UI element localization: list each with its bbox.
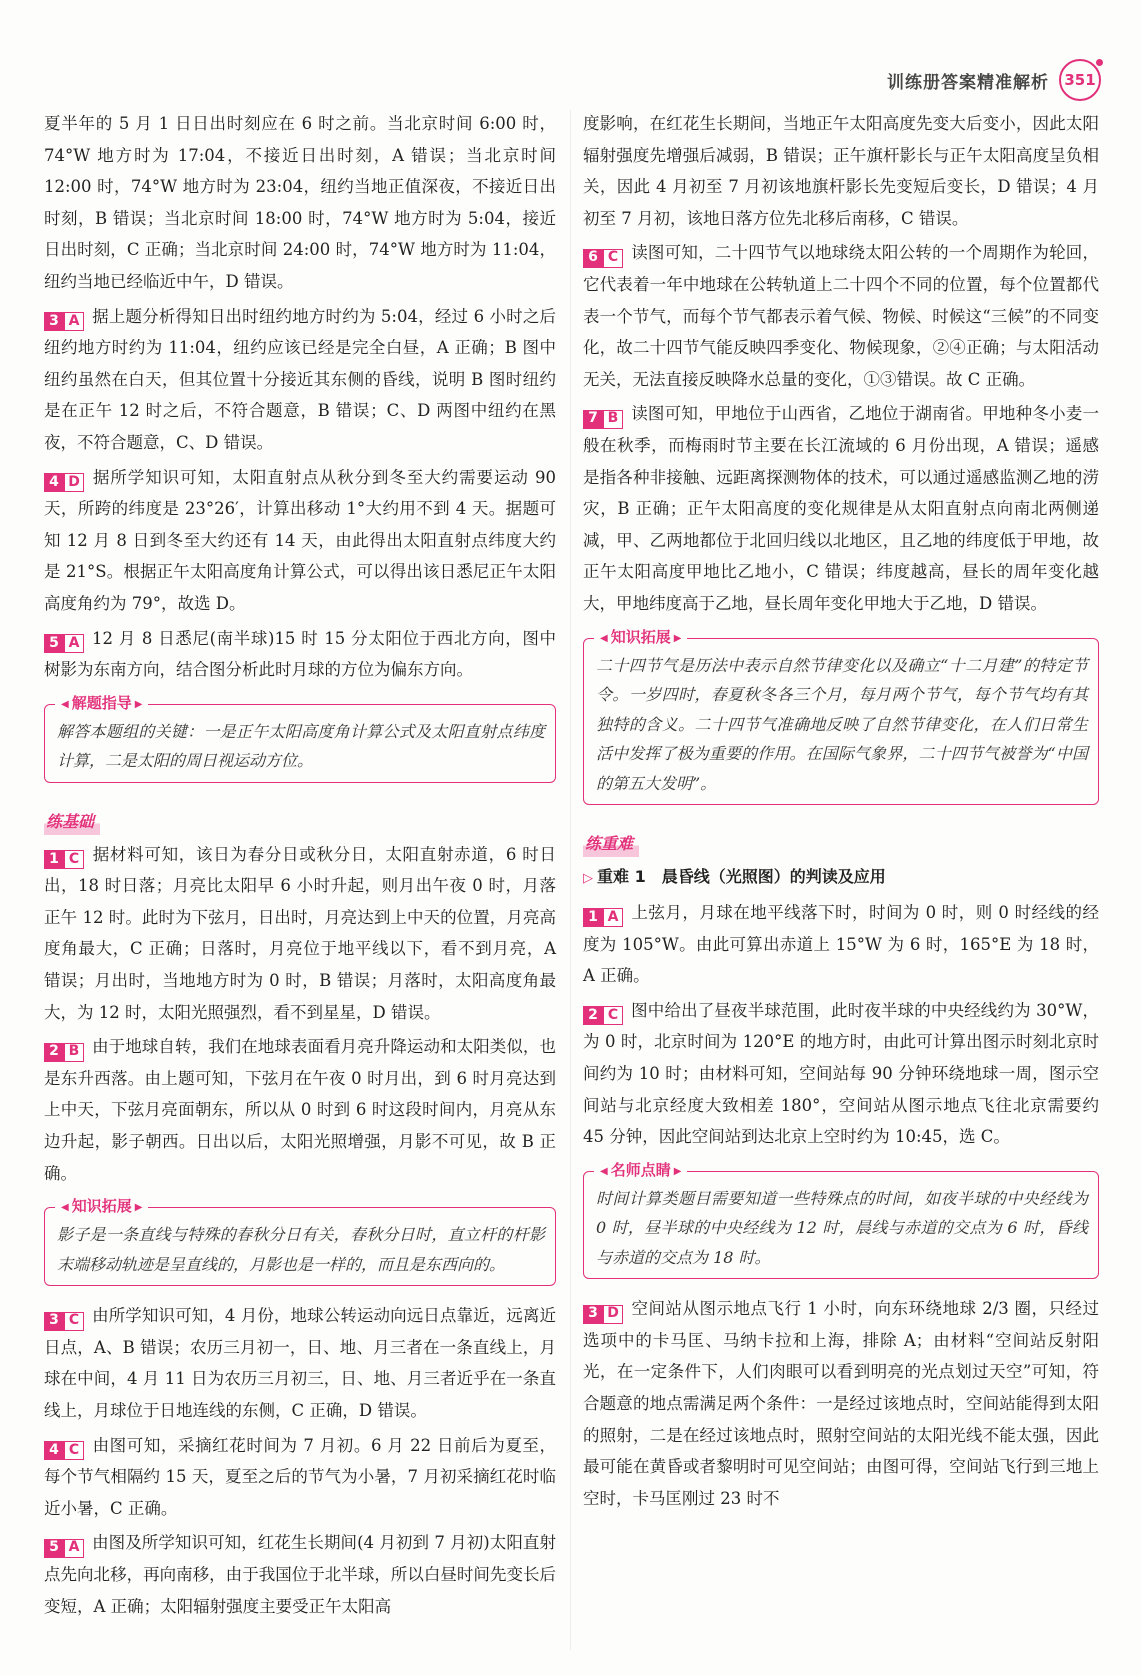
- answer-tag: 2 B: [44, 1043, 84, 1062]
- answer-item: 4 C 由图可知，采摘红花时间为 7 月初。6 月 22 日前后为夏至，每个节气相隔约 15 天，夏至之后的节气为小暑，7 月初采摘红花时临近小暑，C 正确。: [44, 1435, 556, 1518]
- answer-tag: 7 B: [583, 410, 623, 429]
- knowledge-box: [583, 627, 1099, 806]
- knowledge-box-text: 二十四节气是历法中表示自然节律变化以及确立“十二月建”的特定节令。一岁四时，春夏秋冬各三个月，每月两个节气，每个节气均有其独特的含义。二十四节气准确地反映了自然节律变化，在人们日常生活中发挥了极为重要的作用。在国际气象界，二十四节气被誉为“中国的第五大发明”。: [596, 655, 1088, 793]
- paragraph-continued: 度影响，在红花生长期间，当地正午太阳高度先变大后变小，因此太阳辐射强度先增强后减弱，B 错误；正午旗杆影长与正午太阳高度呈负相关，因此 4 月初至 7 月初该地旗杆影长先变短后变长，D 错误；4 月初至 7 月初，该地日落方位先北移后南移，C 错误。: [583, 114, 1099, 228]
- answer-tag: 5 A: [44, 1539, 84, 1558]
- tip-box-title: ◀ 解题指导 ▶: [55, 691, 148, 717]
- answer-tag: 4 C: [44, 1441, 84, 1460]
- right-column: [583, 108, 1099, 1517]
- answer-tag: 4 D: [44, 473, 84, 492]
- knowledge-box-title: ◀ 知识拓展 ▶: [55, 1194, 148, 1220]
- section-heading: 练基础: [44, 809, 100, 835]
- triangle-icon: ▷: [583, 871, 593, 886]
- answer-item: 1 C 据材料可知，该日为春分日或秋分日，太阳直射赤道，6 时日出，18 时日落；月亮比太阳早 6 小时升起，则月出午夜 0 时，月落正午 12 时。此时为下弦月，日出时，月亮达到上中天的位置，月亮高度角最大，C 正确；日落时，月亮位于地平线以下，看不到月亮，A 错误；月出时，当地地方时为 0 时，B 错误；月落时，太阳高度角最大，为 12 时，太阳光照强烈，看不到星星，D 错误。: [44, 844, 556, 1022]
- paragraph-continued: 夏半年的 5 月 1 日日出时刻应在 6 时之前。当北京时间 6:00 时，74°W 地方时为 17:04，不接近日出时刻，A 错误；当北京时间 12:00 时，74°W 地方时为 23:04，纽约当地正值深夜，不接近日出时刻，B 错误；当北京时间 18:00 时，74°W 地方时为 5:04，接近日出时刻，C 正确；当北京时间 24:00 时，74°W 地方时为 11:04，纽约当地已经临近中午，D 错误。: [44, 114, 556, 291]
- answer-item: 2 C 图中给出了昼夜半球范围，此时夜半球的中央经线约为 30°W，为 0 时，北京时间为 120°E 的地方时，由此可计算出图示时刻北京时间约为 10 时；由材料可知，空间站每 90 分钟环绕地球一周，图示空间站与北京经度大致相差 180°，空间站从图示地点飞往北京需要约 45 分钟，因此空间站到达北京上空时约为 10:45，选 C。: [583, 1000, 1099, 1147]
- teacher-tip-box-text: 时间计算类题目需要知道一些特殊点的时间，如夜半球的中央经线为 0 时，昼半球的中央经线为 12 时，晨线与赤道的交点为 6 时，昏线与赤道的交点为 18 时。: [596, 1188, 1088, 1267]
- answer-tag: 3 D: [583, 1305, 623, 1324]
- answer-item: 5 A 12 月 8 日悉尼(南半球)15 时 15 分太阳位于西北方向，图中树影为东南方向，结合图分析此时月球的方位为偏东方向。: [44, 628, 556, 680]
- knowledge-box-title: ◀ 知识拓展 ▶: [594, 625, 687, 651]
- answer-tag: 3 A: [44, 312, 84, 331]
- answer-tag: 1 A: [583, 908, 623, 927]
- answer-item: 7 B 读图可知，甲地位于山西省，乙地位于湖南省。甲地种冬小麦一般在秋季，而梅雨时节主要在长江流域的 6 月份出现，A 错误；遥感是指各种非接触、远距离探测物体的技术，可以通过遥感监测乙地的涝灾，B 正确；正午太阳高度的变化规律是从太阳直射点向南北两侧递减，甲、乙两地都位于北回归线以北地区，且乙地的纬度低于甲地，故正午太阳高度甲地比乙地小，C 错误；纬度越高，昼长的周年变化越大，甲地纬度高于乙地，昼长周年变化甲地大于乙地，D 错误。: [583, 404, 1099, 613]
- tip-box-text: 解答本题组的关键：一是正午太阳高度角计算公式及太阳直射点纬度计算，二是太阳的周日视运动方位。: [57, 721, 545, 771]
- page-number: 351: [1059, 59, 1101, 101]
- subsection-heading: ▷ 重难 1 晨昏线（光照图）的判读及应用: [583, 867, 886, 886]
- answer-item: 1 A 上弦月，月球在地平线落下时，时间为 0 时，则 0 时经线的经度为 105°W。由此可算出赤道上 15°W 为 6 时，165°E 为 18 时，A 正确。: [583, 903, 1099, 986]
- answer-tag: 6 C: [583, 249, 623, 268]
- answer-tag: 3 C: [44, 1312, 84, 1331]
- knowledge-box: [44, 1197, 556, 1286]
- answer-item: 5 A 由图及所学知识可知，红花生长期间(4 月初到 7 月初)太阳直射点先向北移，再向南移，由于我国位于北半球，所以白昼时间先变长后变短，A 正确；太阳辐射强度主要受正午太阳高: [44, 1533, 556, 1616]
- teacher-tip-box-title: ◀ 名师点睛 ▶: [594, 1158, 687, 1184]
- section-heading: 练重难: [583, 831, 639, 857]
- answer-item: 2 B 由于地球自转，我们在地球表面看月亮升降运动和太阳类似，也是东升西落。由上题可知，下弦月在午夜 0 时月出，到 6 时月亮达到上中天，下弦月亮面朝东，所以从 0 时到 6 时这段时间内，月亮从东边升起，影子朝西。日出以后，太阳光照增强，月影不可见，故 B 正确。: [44, 1037, 556, 1183]
- answer-item: 6 C 读图可知，二十四节气以地球绕太阳公转的一个周期作为轮回，它代表着一年中地球在公转轨道上二十四个不同的位置，每个位置都代表一个节气，而每个节气都表示着气候、物候、时候这“三候”的不同变化，故二十四节气能反映四季变化、物候现象，②④正确；与太阳活动无关，无法直接反映降水总量的变化，①③错误。故 C 正确。: [583, 243, 1099, 389]
- answer-item: 3 A 据上题分析得知日出时纽约地方时约为 5:04，经过 6 小时之后纽约地方时约为 11:04，纽约应该已经是完全白昼，A 正确；B 图中纽约虽然在白天，但其位置十分接近其东侧的昏线，说明 B 图时纽约是在正午 12 时之后，不符合题意，B 错误；C、D 两图中纽约在黑夜，不符合题意，C、D 错误。: [44, 306, 556, 452]
- answer-tag: 2 C: [583, 1006, 623, 1025]
- left-column: [44, 108, 556, 1625]
- column-divider: [570, 110, 571, 1650]
- answer-tag: 1 C: [44, 850, 84, 869]
- answer-tag: 5 A: [44, 634, 84, 653]
- page-header: [887, 60, 1101, 100]
- answer-item: 4 D 据所学知识可知，太阳直射点从秋分到冬至大约需要运动 90 天，所跨的纬度是 23°26′，计算出移动 1°大约用不到 4 天。据题可知 12 月 8 日到冬至大约还有 14 天，由此得出太阳直射点纬度大约是 21°S。根据正午太阳高度角计算公式，可以得出该日悉尼正午太阳高度角约为 79°，故选 D。: [44, 467, 556, 613]
- knowledge-box-text: 影子是一条直线与特殊的春秋分日有关，春秋分日时，直立杆的杆影末端移动轨迹是呈直线的，月影也是一样的，而且是东西向的。: [57, 1225, 545, 1274]
- tip-box: [44, 693, 556, 783]
- teacher-tip-box: [583, 1160, 1099, 1280]
- header-title: 训练册答案精准解析: [887, 72, 1049, 93]
- answer-item: 3 C 由所学知识可知，4 月份，地球公转运动向远日点靠近，远离近日点，A、B 错误；农历三月初一，日、地、月三者在一条直线上，月球在中间，4 月 11 日为农历三月初三，日、地、月三者近乎在一条直线上，月球位于日地连线的东侧，C 正确，D 错误。: [44, 1306, 556, 1420]
- answer-item: 3 D 空间站从图示地点飞行 1 小时，向东环绕地球 2/3 圈，只经过选项中的卡马匡、马纳卡拉和上海，排除 A；由材料“空间站反射阳光，在一定条件下，人们肉眼可以看到明亮的光点划过天空”可知，符合题意的地点需满足两个条件：一是经过该地点时，空间站能得到太阳的照射，二是在经过该地点时，照射空间站的太阳光线不能太强，因此最可能在黄昏或者黎明时可见空间站；由图可得，空间站飞行到三地上空时，卡马匡刚过 23 时不: [583, 1299, 1099, 1508]
